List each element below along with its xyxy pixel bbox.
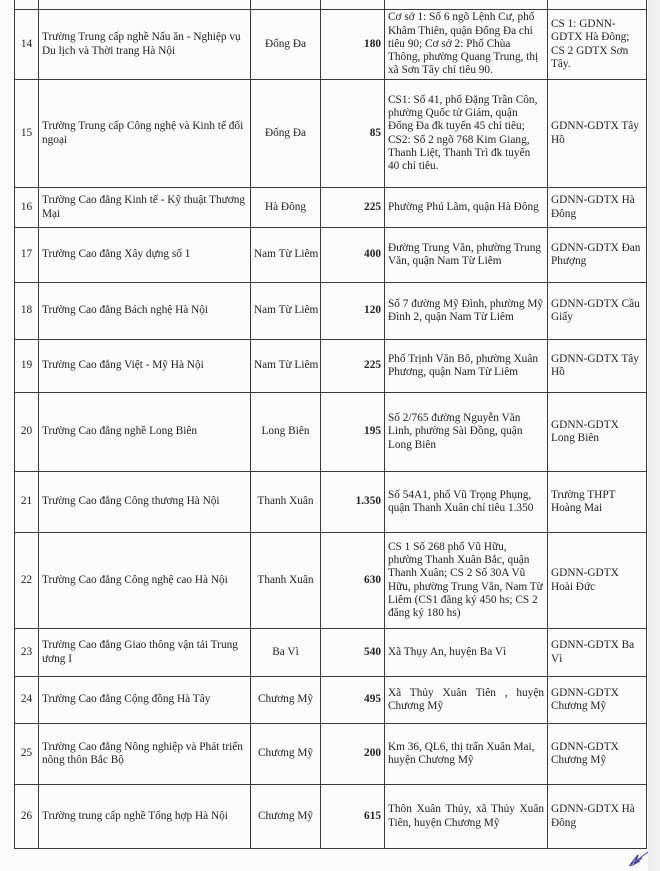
row-number: 16 — [15, 188, 39, 228]
quota: 540 — [321, 629, 385, 677]
district: Chương Mỹ — [251, 724, 321, 785]
address: Phố Trịnh Văn Bô, phường Xuân Phương, quận Nam Từ Liêm — [385, 340, 548, 393]
address: Km 36, QL6, thị trấn Xuân Mai, huyện Chương Mỹ — [385, 724, 548, 785]
table-row — [15, 629, 647, 677]
school-name: Trường Cao đẳng Nông nghiệp và Phát triển nông thôn Bắc Bộ — [39, 724, 251, 785]
school-name: Trường Cao đẳng Cộng đồng Hà Tây — [39, 677, 251, 724]
school-name: Trường Cao đẳng Bách nghệ Hà Nội — [39, 283, 251, 340]
exam-center: GDNN-GDTX Chương Mỹ — [548, 677, 647, 724]
header-cell — [251, 0, 321, 10]
school-name: Trường Cao đẳng Xây dựng số 1 — [39, 228, 251, 283]
school-name: Trường Cao đẳng Công nghệ cao Hà Nội — [39, 533, 251, 629]
row-number: 14 — [15, 10, 39, 80]
row-number: 23 — [15, 629, 39, 677]
exam-center: GDNN-GDTX Ba Vì — [548, 629, 647, 677]
district: Chương Mỹ — [251, 785, 321, 849]
quota: 180 — [321, 10, 385, 80]
table-header-row-partial — [15, 0, 647, 10]
address: Cơ sở 1: Số 6 ngõ Lệnh Cư, phố Khâm Thiên, quận Đống Đa chỉ tiêu 90; Cơ sở 2: Phố Chùa Thông, phường Quang Trung, thị xã Sơn Tây chỉ tiêu 90. — [385, 10, 548, 80]
row-number: 18 — [15, 283, 39, 340]
address: Thôn Xuân Thủy, xã Thủy Xuân Tiên, huyện Chương Mỹ — [385, 785, 548, 849]
table-row — [15, 283, 647, 340]
quota: 85 — [321, 80, 385, 188]
school-name: Trường Cao đẳng Giao thông vận tải Trung ương I — [39, 629, 251, 677]
district: Ba Vì — [251, 629, 321, 677]
table-row — [15, 533, 647, 629]
table-row — [15, 340, 647, 393]
address: Xã Thụy An, huyện Ba Vì — [385, 629, 548, 677]
table-row — [15, 10, 647, 80]
address: Số 54A1, phố Vũ Trọng Phụng, quận Thanh Xuân chỉ tiêu 1.350 — [385, 472, 548, 533]
table-row — [15, 188, 647, 228]
header-cell — [548, 0, 647, 10]
row-number: 25 — [15, 724, 39, 785]
district: Hà Đông — [251, 188, 321, 228]
quota: 495 — [321, 677, 385, 724]
school-name: Trường Cao đẳng nghề Long Biên — [39, 393, 251, 472]
quota: 630 — [321, 533, 385, 629]
exam-center: GDNN-GDTX Hà Đông — [548, 188, 647, 228]
district: Thanh Xuân — [251, 472, 321, 533]
exam-center: CS 1: GDNN-GDTX Hà Đông; CS 2 GDTX Sơn Tây. — [548, 10, 647, 80]
exam-center: GDNN-GDTX Hà Đông — [548, 785, 647, 849]
address: Số 7 đường Mỹ Đình, phường Mỹ Đình 2, quận Nam Từ Liêm — [385, 283, 548, 340]
address: Xã Thủy Xuân Tiên , huyện Chương Mỹ — [385, 677, 548, 724]
quota: 400 — [321, 228, 385, 283]
row-number: 21 — [15, 472, 39, 533]
table-row — [15, 472, 647, 533]
table-row — [15, 724, 647, 785]
school-name: Trường Trung cấp Công nghệ và Kinh tế đối ngoại — [39, 80, 251, 188]
row-number: 26 — [15, 785, 39, 849]
district: Đống Đa — [251, 10, 321, 80]
address: CS1: Số 41, phố Đặng Trần Côn, phường Quốc tử Giám, quận Đống Đa đk tuyển 45 chỉ tiêu; CS2: Số 2 ngõ 768 Kim Giang, Thanh Liệt, Thanh Trì đk tuyển 40 chỉ tiêu. — [385, 80, 548, 188]
district: Nam Từ Liêm — [251, 340, 321, 393]
header-cell — [321, 0, 385, 10]
quota: 1.350 — [321, 472, 385, 533]
exam-center: GDNN-GDTX Tây Hồ — [548, 80, 647, 188]
district: Chương Mỹ — [251, 677, 321, 724]
row-number: 15 — [15, 80, 39, 188]
address: Số 2/765 đường Nguyễn Văn Linh, phường Sài Đồng, quận Long Biên — [385, 393, 548, 472]
table-row — [15, 393, 647, 472]
school-name: Trường trung cấp nghề Tổng hợp Hà Nội — [39, 785, 251, 849]
row-number: 22 — [15, 533, 39, 629]
quota: 195 — [321, 393, 385, 472]
table-row — [15, 80, 647, 188]
header-cell — [39, 0, 251, 10]
exam-center: GDNN-GDTX Tây Hồ — [548, 340, 647, 393]
school-name: Trường Cao đẳng Công thương Hà Nội — [39, 472, 251, 533]
district: Thanh Xuân — [251, 533, 321, 629]
exam-center: Trường THPT Hoàng Mai — [548, 472, 647, 533]
header-cell — [15, 0, 39, 10]
school-name: Trường Trung cấp nghề Nấu ăn - Nghiệp vụ Du lịch và Thời trang Hà Nội — [39, 10, 251, 80]
district: Long Biên — [251, 393, 321, 472]
row-number: 20 — [15, 393, 39, 472]
row-number: 19 — [15, 340, 39, 393]
address: Phường Phú Lãm, quận Hà Đông — [385, 188, 548, 228]
exam-center: GDNN-GDTX Đan Phượng — [548, 228, 647, 283]
quota: 615 — [321, 785, 385, 849]
district: Nam Từ Liêm — [251, 228, 321, 283]
table-row — [15, 228, 647, 283]
header-cell — [385, 0, 548, 10]
exam-center: GDNN-GDTX Cầu Giấy — [548, 283, 647, 340]
district: Nam Từ Liêm — [251, 283, 321, 340]
school-name: Trường Cao đẳng Việt - Mỹ Hà Nội — [39, 340, 251, 393]
exam-center: GDNN-GDTX Chương Mỹ — [548, 724, 647, 785]
district: Đống Đa — [251, 80, 321, 188]
exam-center: GDNN-GDTX Hoài Đức — [548, 533, 647, 629]
school-name: Trường Cao đẳng Kinh tế - Kỹ thuật Thương Mại — [39, 188, 251, 228]
page-edge — [648, 0, 660, 871]
quota: 225 — [321, 340, 385, 393]
quota: 225 — [321, 188, 385, 228]
table-row — [15, 785, 647, 849]
admission-schedule-table — [14, 0, 647, 849]
address: Đường Trung Văn, phường Trung Văn, quận Nam Từ Liêm — [385, 228, 548, 283]
quota: 120 — [321, 283, 385, 340]
quota: 200 — [321, 724, 385, 785]
row-number: 24 — [15, 677, 39, 724]
row-number: 17 — [15, 228, 39, 283]
table-row — [15, 677, 647, 724]
exam-center: GDNN-GDTX Long Biên — [548, 393, 647, 472]
address: CS 1 Số 268 phố Vũ Hữu, phường Thanh Xuân Bắc, quận Thanh Xuân; CS 2 Số 30A Vũ Hữu, phường Trung Văn, Nam Từ Liêm (CS1 đăng ký 450 hs; CS 2 đăng ký 180 hs) — [385, 533, 548, 629]
